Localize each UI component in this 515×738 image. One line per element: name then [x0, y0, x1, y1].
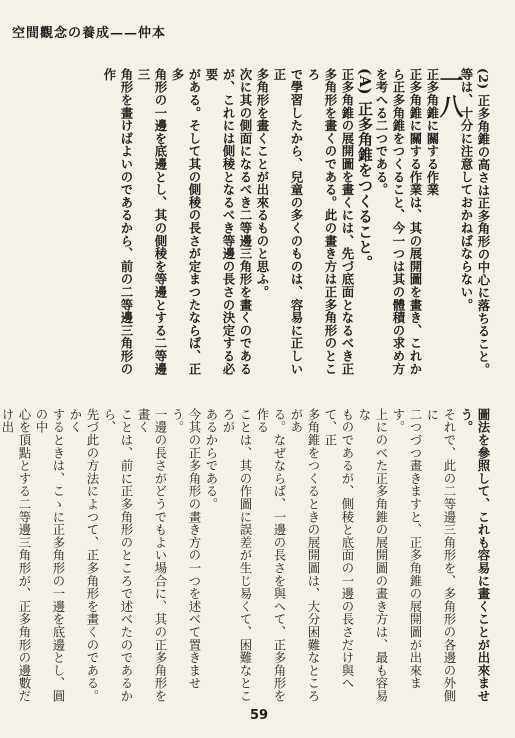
text-line: 正多角錐に關する作業: [425, 68, 440, 196]
text-line: 二つづつ畫きますと、正多角錐の展開圖が出來ます。: [391, 408, 423, 690]
text-line: 多角形を畫くのである。此の畫き方は正多角形のところ: [306, 68, 338, 376]
text-line: 先づ此の方法によつて、正多角形を畫くのである。かく: [68, 408, 100, 703]
text-line: (2) 正多角錐の高さは正多角形の中心に落ちること。: [476, 68, 491, 376]
text-line: 圖法を參照して、これも容易に畫くことが出來ませう。: [459, 408, 491, 703]
text-line: 角形を畫けばよいのであるから、前の二等邊三角形の作: [102, 68, 134, 376]
text-line: 次に其の側面になるべき二等邊三角形を畫くのである: [238, 68, 253, 376]
text-line: 正多角錐の展開圖を畫くには、先づ底面となるべき正: [340, 68, 355, 376]
text-line: 等は、十分に注意しておかねばならない。: [459, 68, 474, 312]
text-line: 正多角錐に關する作業は、其の展開圖を畫き、これか: [408, 68, 423, 376]
text-line: を考へる二つである。: [374, 68, 389, 196]
text-line: 角形の一邊を底邊とし、其の側稜を等邊とする二等邊三: [136, 68, 168, 376]
text-line: それで、此の二等邊三角形を、多角形の各邊の外側に: [425, 408, 457, 703]
text-line: ことは、其の作圖に誤差が生じ易くて、困難なところが: [221, 408, 253, 703]
text-line: で學習したから、兒童の多くのものは、容易に正しい正: [272, 68, 304, 376]
text-line: 上にのべた正多角錐の展開圖の畫き方は、最も容易な: [357, 408, 389, 703]
page-number: 59: [250, 708, 269, 723]
text-line: 今其の正多角形の畫き方の一つを述べて置きませう。: [170, 408, 202, 690]
running-header: 空間觀念の養成——仲本: [12, 26, 167, 41]
text-line: 多角錐をつくるときの展開圖は、大分困難なところがあ: [289, 408, 321, 703]
text-line: ら正多角錐をつくること、今一つは其の體積の求め方: [391, 68, 406, 376]
text-line: ことは、前に正多角形のところで述べたのであるから、: [102, 408, 134, 703]
top-text-block: [102, 68, 492, 386]
text-line: 一邊の長さがどうでもよい場合に、其の正多角形を畫く: [136, 408, 168, 703]
text-line: ものであるが、側稜と底面の一邊の長さだけ與へて、正: [323, 408, 355, 690]
text-line: 一八: [435, 68, 464, 120]
text-line: するときは、こゝに正多角形の一邊を底邊とし、圓の中: [34, 408, 66, 703]
text-line: が、これには側稜となるべき等邊の長さの決定する必要: [204, 68, 236, 376]
text-line: あるからである。: [204, 408, 219, 511]
text-line: がある。そして其の側稜の長さが定まつたならば、正多: [170, 68, 202, 376]
text-line: (A) 正多角錐をつくること。: [356, 68, 374, 271]
text-line: る。なぜならば、一邊の長さを與へて、正多角形を作る: [255, 408, 287, 703]
text-line: 心を頂點とする二等邊三角形が、正多角形の邊數だけ出: [0, 408, 32, 703]
bottom-text-block: [0, 408, 492, 704]
text-line: 多角形を畫くことが出來るものと思ふ。: [255, 68, 270, 299]
